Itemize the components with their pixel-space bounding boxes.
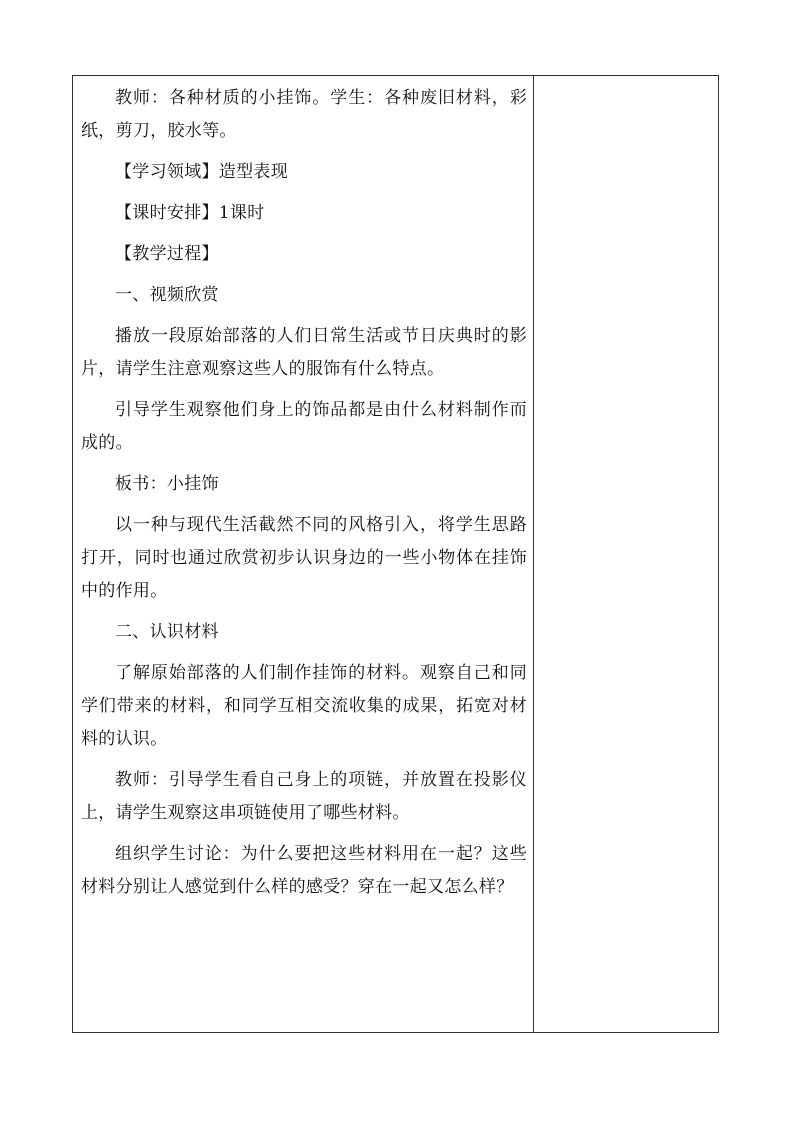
teacher-necklace-paragraph: 教师：引导学生看自己身上的项链，并放置在投影仪上，请学生观察这串项链使用了哪些材料。 bbox=[81, 770, 527, 823]
blackboard-paragraph: 板书：小挂饰 bbox=[115, 474, 219, 494]
lesson-plan-table bbox=[72, 75, 719, 1033]
main-content-cell bbox=[73, 76, 534, 1032]
video-paragraph: 播放一段原始部落的人们日常生活或节日庆典时的影片，请学生注意观察这些人的服饰有什么特点。 bbox=[81, 326, 527, 379]
learning-area: 【学习领域】造型表现 bbox=[115, 162, 288, 182]
discussion-paragraph: 组织学生讨论：为什么要把这些材料用在一起？这些材料分别让人感觉到什么样的感受？穿在一起又怎么样？ bbox=[81, 844, 527, 897]
notes-cell bbox=[534, 76, 718, 1032]
section-heading-materials: 二、认识材料 bbox=[115, 622, 219, 642]
materials-paragraph: 教师：各种材质的小挂饰。学生：各种废旧材料，彩纸，剪刀，胶水等。 bbox=[81, 88, 527, 141]
materials-understanding-paragraph: 了解原始部落的人们制作挂饰的材料。观察自己和同学们带来的材料，和同学互相交流收集的成果，拓宽对材料的认识。 bbox=[81, 663, 527, 749]
guide-observe-paragraph: 引导学生观察他们身上的饰品都是由什么材料制作而成的。 bbox=[81, 400, 527, 453]
teaching-process-heading: 【教学过程】 bbox=[115, 244, 219, 264]
class-hours: 【课时安排】1课时 bbox=[115, 203, 265, 223]
intro-style-paragraph: 以一种与现代生活截然不同的风格引入，将学生思路打开，同时也通过欣赏初步认识身边的一些小物体在挂饰中的作用。 bbox=[81, 515, 527, 601]
section-heading-video: 一、视频欣赏 bbox=[115, 285, 219, 305]
